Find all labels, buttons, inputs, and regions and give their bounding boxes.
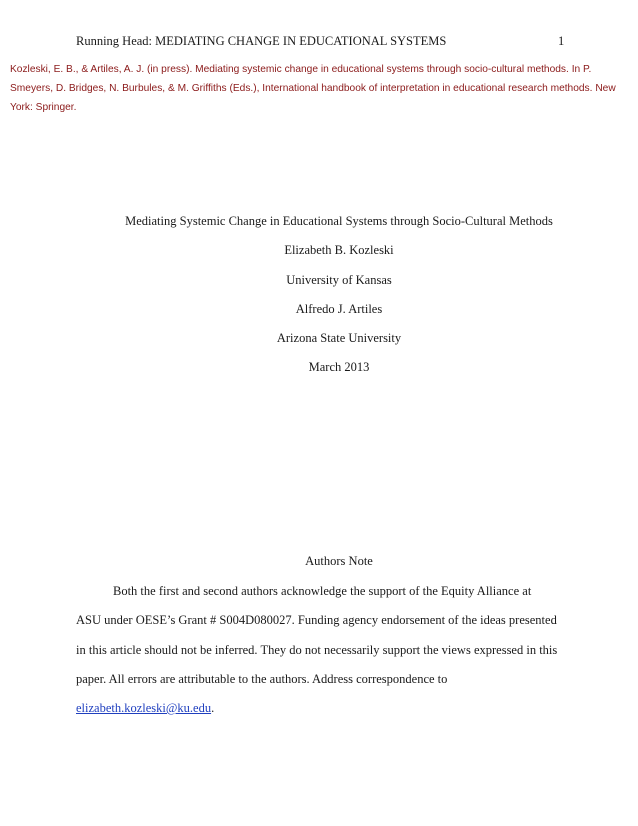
affiliation-1: University of Kansas	[286, 273, 392, 287]
author-1: Elizabeth B. Kozleski	[284, 243, 394, 257]
paper-title: Mediating Systemic Change in Educational Systems through Socio-Cultural Methods	[125, 214, 553, 228]
authors-note-line-4: paper. All errors are attributable to the authors. Address correspondence to	[76, 672, 448, 686]
authors-note-email-line	[76, 701, 214, 716]
email-suffix: .	[211, 701, 215, 715]
authors-note-line-3: in this article should not be inferred. They do not necessarily support the views expressed in this	[76, 643, 558, 657]
authors-note-heading: Authors Note	[305, 554, 373, 568]
page-number: 1	[558, 34, 565, 48]
running-head: Running Head: MEDIATING CHANGE IN EDUCATIONAL SYSTEMS	[76, 34, 447, 48]
date: March 2013	[308, 360, 370, 374]
email-link[interactable]: elizabeth.kozleski@ku.edu	[76, 701, 212, 715]
authors-note-line-1: Both the first and second authors acknowledge the support of the Equity Alliance at	[113, 584, 532, 598]
affiliation-2: Arizona State University	[276, 331, 402, 345]
citation: Kozleski, E. B., & Artiles, A. J. (in press). Mediating systemic change in educational systems through socio-cultural methods. In P. Smeyers, D. Bridges, N. Burbules, & M. Griffiths (Eds.), International handbook of interpretation in educational research methods. New York: Springer.	[10, 64, 616, 113]
author-2: Alfredo J. Artiles	[295, 302, 383, 316]
authors-note-line-2: ASU under OESE’s Grant # S004D080027. Funding agency endorsement of the ideas presented	[76, 613, 557, 627]
